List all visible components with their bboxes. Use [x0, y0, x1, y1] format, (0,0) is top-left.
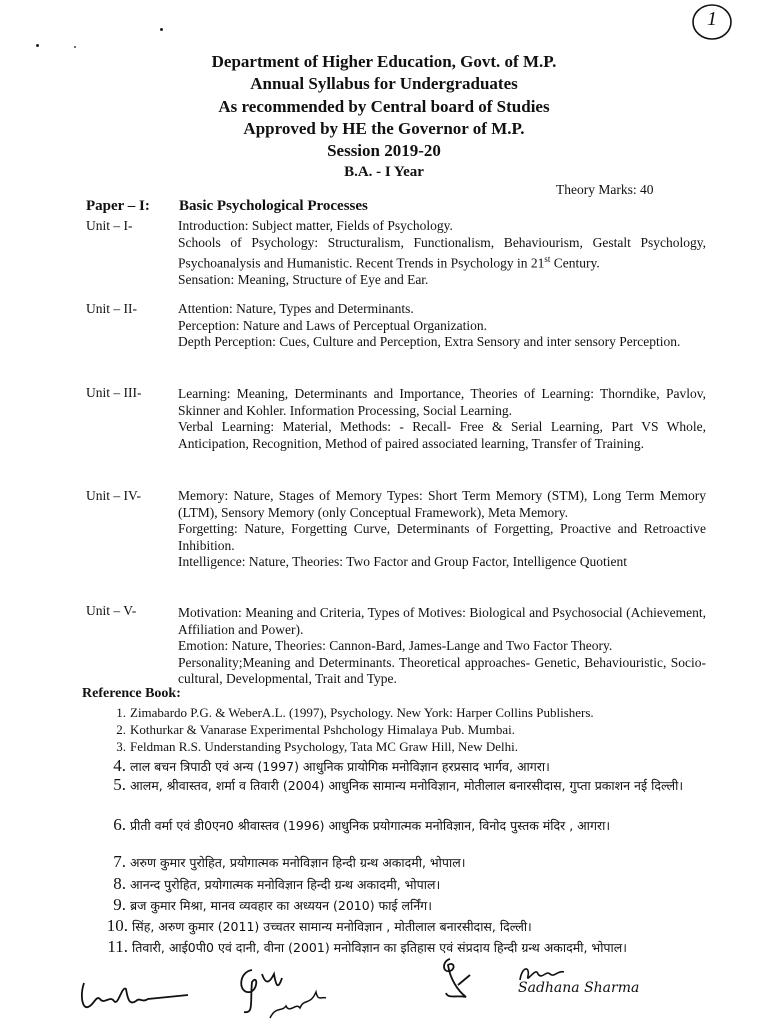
unit-paragraph: Learning: Meaning, Determinants and Importance, Theories of Learning: Thorndike, Pavlov, Skinner and Kohler. Information Processing, Social Learning. — [178, 386, 706, 418]
header-session: Session 2019-20 — [327, 141, 441, 160]
reference-number: 11. — [107, 937, 128, 956]
reference-item — [100, 776, 710, 795]
signature-name: Sadhana Sharma — [518, 980, 640, 996]
reference-number: 7. — [113, 852, 126, 871]
unit-label: Unit – IV- — [86, 488, 142, 503]
header-year: B.A. - I Year — [344, 164, 424, 180]
signature — [230, 962, 340, 1024]
reference-text: अरुण कुमार पुरोहित, प्रयोगात्मक मनोविज्ञान हिन्दी ग्रन्थ अकादमी, भोपाल। — [130, 855, 466, 870]
reference-number: 10. — [106, 916, 128, 935]
reference-number: 6. — [113, 815, 126, 834]
unit-paragraph: Forgetting: Nature, Forgetting Curve, Determinants of Forgetting, Proactive and Retroactive Inhibition. — [178, 521, 706, 553]
header-department: Department of Higher Education, Govt. of M.P. — [211, 52, 557, 71]
reference-number: 4. — [113, 756, 126, 775]
reference-text: सिंह, अरुण कुमार (2011) उच्चतर सामान्य मनोविज्ञान , मोतीलाल बनारसीदास, दिल्ली। — [132, 919, 532, 934]
unit-paragraph: Sensation: Meaning, Structure of Eye and Ear. — [178, 272, 429, 287]
page-number: 1 — [707, 8, 717, 30]
reference-item — [100, 853, 710, 871]
reference-text: आलम, श्रीवास्तव, शर्मा व तिवारी (2004) आधुनिक सामान्य मनोविज्ञान, मोतीलाल बनारसीदास, गुप्ता प्रकाशन नई दिल्ली। — [130, 778, 684, 793]
unit-paragraph: Introduction: Subject matter, Fields of Psychology. — [178, 218, 453, 233]
unit-paragraph: Intelligence: Nature, Theories: Two Factor and Group Factor, Intelligence Quotient — [178, 554, 628, 569]
reference-text: आनन्द पुरोहित, प्रयोगात्मक मनोविज्ञान हिन्दी ग्रन्थ अकादमी, भोपाल। — [130, 877, 441, 892]
theory-marks: Theory Marks: 40 — [556, 182, 654, 197]
signature — [436, 955, 496, 1005]
unit-paragraph: Memory: Nature, Stages of Memory Types: Short Term Memory (STM), Long Term Memory (LTM), Sensory Memory (only Conceptual Framework), Meta Memory. — [178, 488, 706, 520]
unit-label: Unit – V- — [86, 603, 137, 618]
reference-text: तिवारी, आई0पी0 एवं दानी, वीना (2001) मनोविज्ञान का इतिहास एवं संप्रदाय हिन्दी ग्रन्थ अकादमी, भोपाल। — [132, 940, 627, 955]
unit-paragraph: Attention: Nature, Types and Determinants. — [178, 301, 414, 316]
reference-item — [100, 896, 710, 914]
reference-number: 5. — [113, 775, 126, 794]
scan-speckle — [74, 46, 76, 48]
reference-text: Feldman R.S. Understanding Psychology, Tata MC Graw Hill, New Delhi. — [130, 739, 518, 754]
unit-body — [178, 605, 706, 688]
unit-label: Unit – I- — [86, 218, 133, 233]
unit-body — [178, 218, 706, 289]
reference-number: 3. — [116, 739, 126, 754]
reference-number: 1. — [116, 705, 126, 720]
reference-text: प्रीती वर्मा एवं डी0एन0 श्रीवास्तव (1996) आधुनिक प्रयोगात्मक मनोविज्ञान, विनोद पुस्तक मंदिर , आगरा। — [130, 818, 611, 833]
reference-text: Zimabardo P.G. & WeberA.L. (1997), Psychology. New York: Harper Collins Publishers. — [130, 705, 594, 720]
unit-paragraph: Verbal Learning: Material, Methods: - Recall- Free & Serial Learning, Part VS Whole, Anticipation, Recognition, Method of paired associated learning, Transfer of Training. — [178, 419, 706, 451]
unit-paragraph: Schools of Psychology: Structuralism, Functionalism, Behaviourism, Gestalt Psychology, Psychoanalysis and Humanistic. Recent Trends in Psychology in 21st Century. — [178, 234, 706, 271]
reference-heading: Reference Book: — [82, 686, 181, 701]
unit-body — [178, 386, 706, 452]
reference-item — [100, 704, 710, 721]
unit-label: Unit – II- — [86, 301, 137, 316]
reference-text: ब्रज कुमार मिश्रा, मानव व्यवहार का अध्ययन (2010) फाई लर्निंग। — [130, 898, 432, 913]
reference-text: Kothurkar & Vanarase Experimental Pshchology Himalaya Pub. Mumbai. — [130, 722, 515, 737]
reference-item — [96, 938, 732, 957]
reference-number: 9. — [113, 895, 126, 914]
reference-item — [100, 721, 710, 738]
paper-label: Paper – I: — [86, 198, 150, 214]
unit-paragraph: Perception: Nature and Laws of Perceptual Organization. — [178, 317, 488, 333]
header-recommended: As recommended by Central board of Studies — [218, 97, 550, 116]
unit-body — [178, 301, 706, 351]
reference-number: 2. — [116, 722, 126, 737]
unit-paragraph: Depth Perception: Cues, Culture and Perception, Extra Sensory and inter sensory Perception. — [178, 334, 681, 349]
reference-item — [100, 816, 710, 835]
unit-body — [178, 488, 706, 571]
unit-paragraph: Personality;Meaning and Determinants. Theoretical approaches- Genetic, Behaviouristic, Socio-cultural, Developmental, Trait and Type. — [178, 654, 706, 686]
reference-number: 8. — [113, 874, 126, 893]
scan-speckle — [160, 28, 163, 31]
reference-item — [100, 738, 710, 755]
unit-label: Unit – III- — [86, 385, 142, 400]
reference-item — [100, 875, 710, 893]
header-syllabus: Annual Syllabus for Undergraduates — [250, 74, 518, 93]
unit-paragraph: Emotion: Nature, Theories: Cannon-Bard, James-Lange and Two Factor Theory. — [178, 638, 613, 653]
reference-item — [96, 917, 706, 935]
signature — [78, 975, 198, 1015]
scan-speckle — [36, 44, 39, 47]
paper-title: Basic Psychological Processes — [179, 198, 368, 214]
reference-text: लाल बचन त्रिपाठी एवं अन्य (1997) आधुनिक प्रायोगिक मनोविज्ञान हरप्रसाद भार्गव, आगरा। — [130, 759, 550, 774]
reference-item — [100, 757, 710, 775]
header-approved: Approved by HE the Governor of M.P. — [243, 119, 525, 138]
unit-paragraph: Motivation: Meaning and Criteria, Types of Motives: Biological and Psychosocial (Achievement, Affiliation and Power). — [178, 605, 706, 637]
